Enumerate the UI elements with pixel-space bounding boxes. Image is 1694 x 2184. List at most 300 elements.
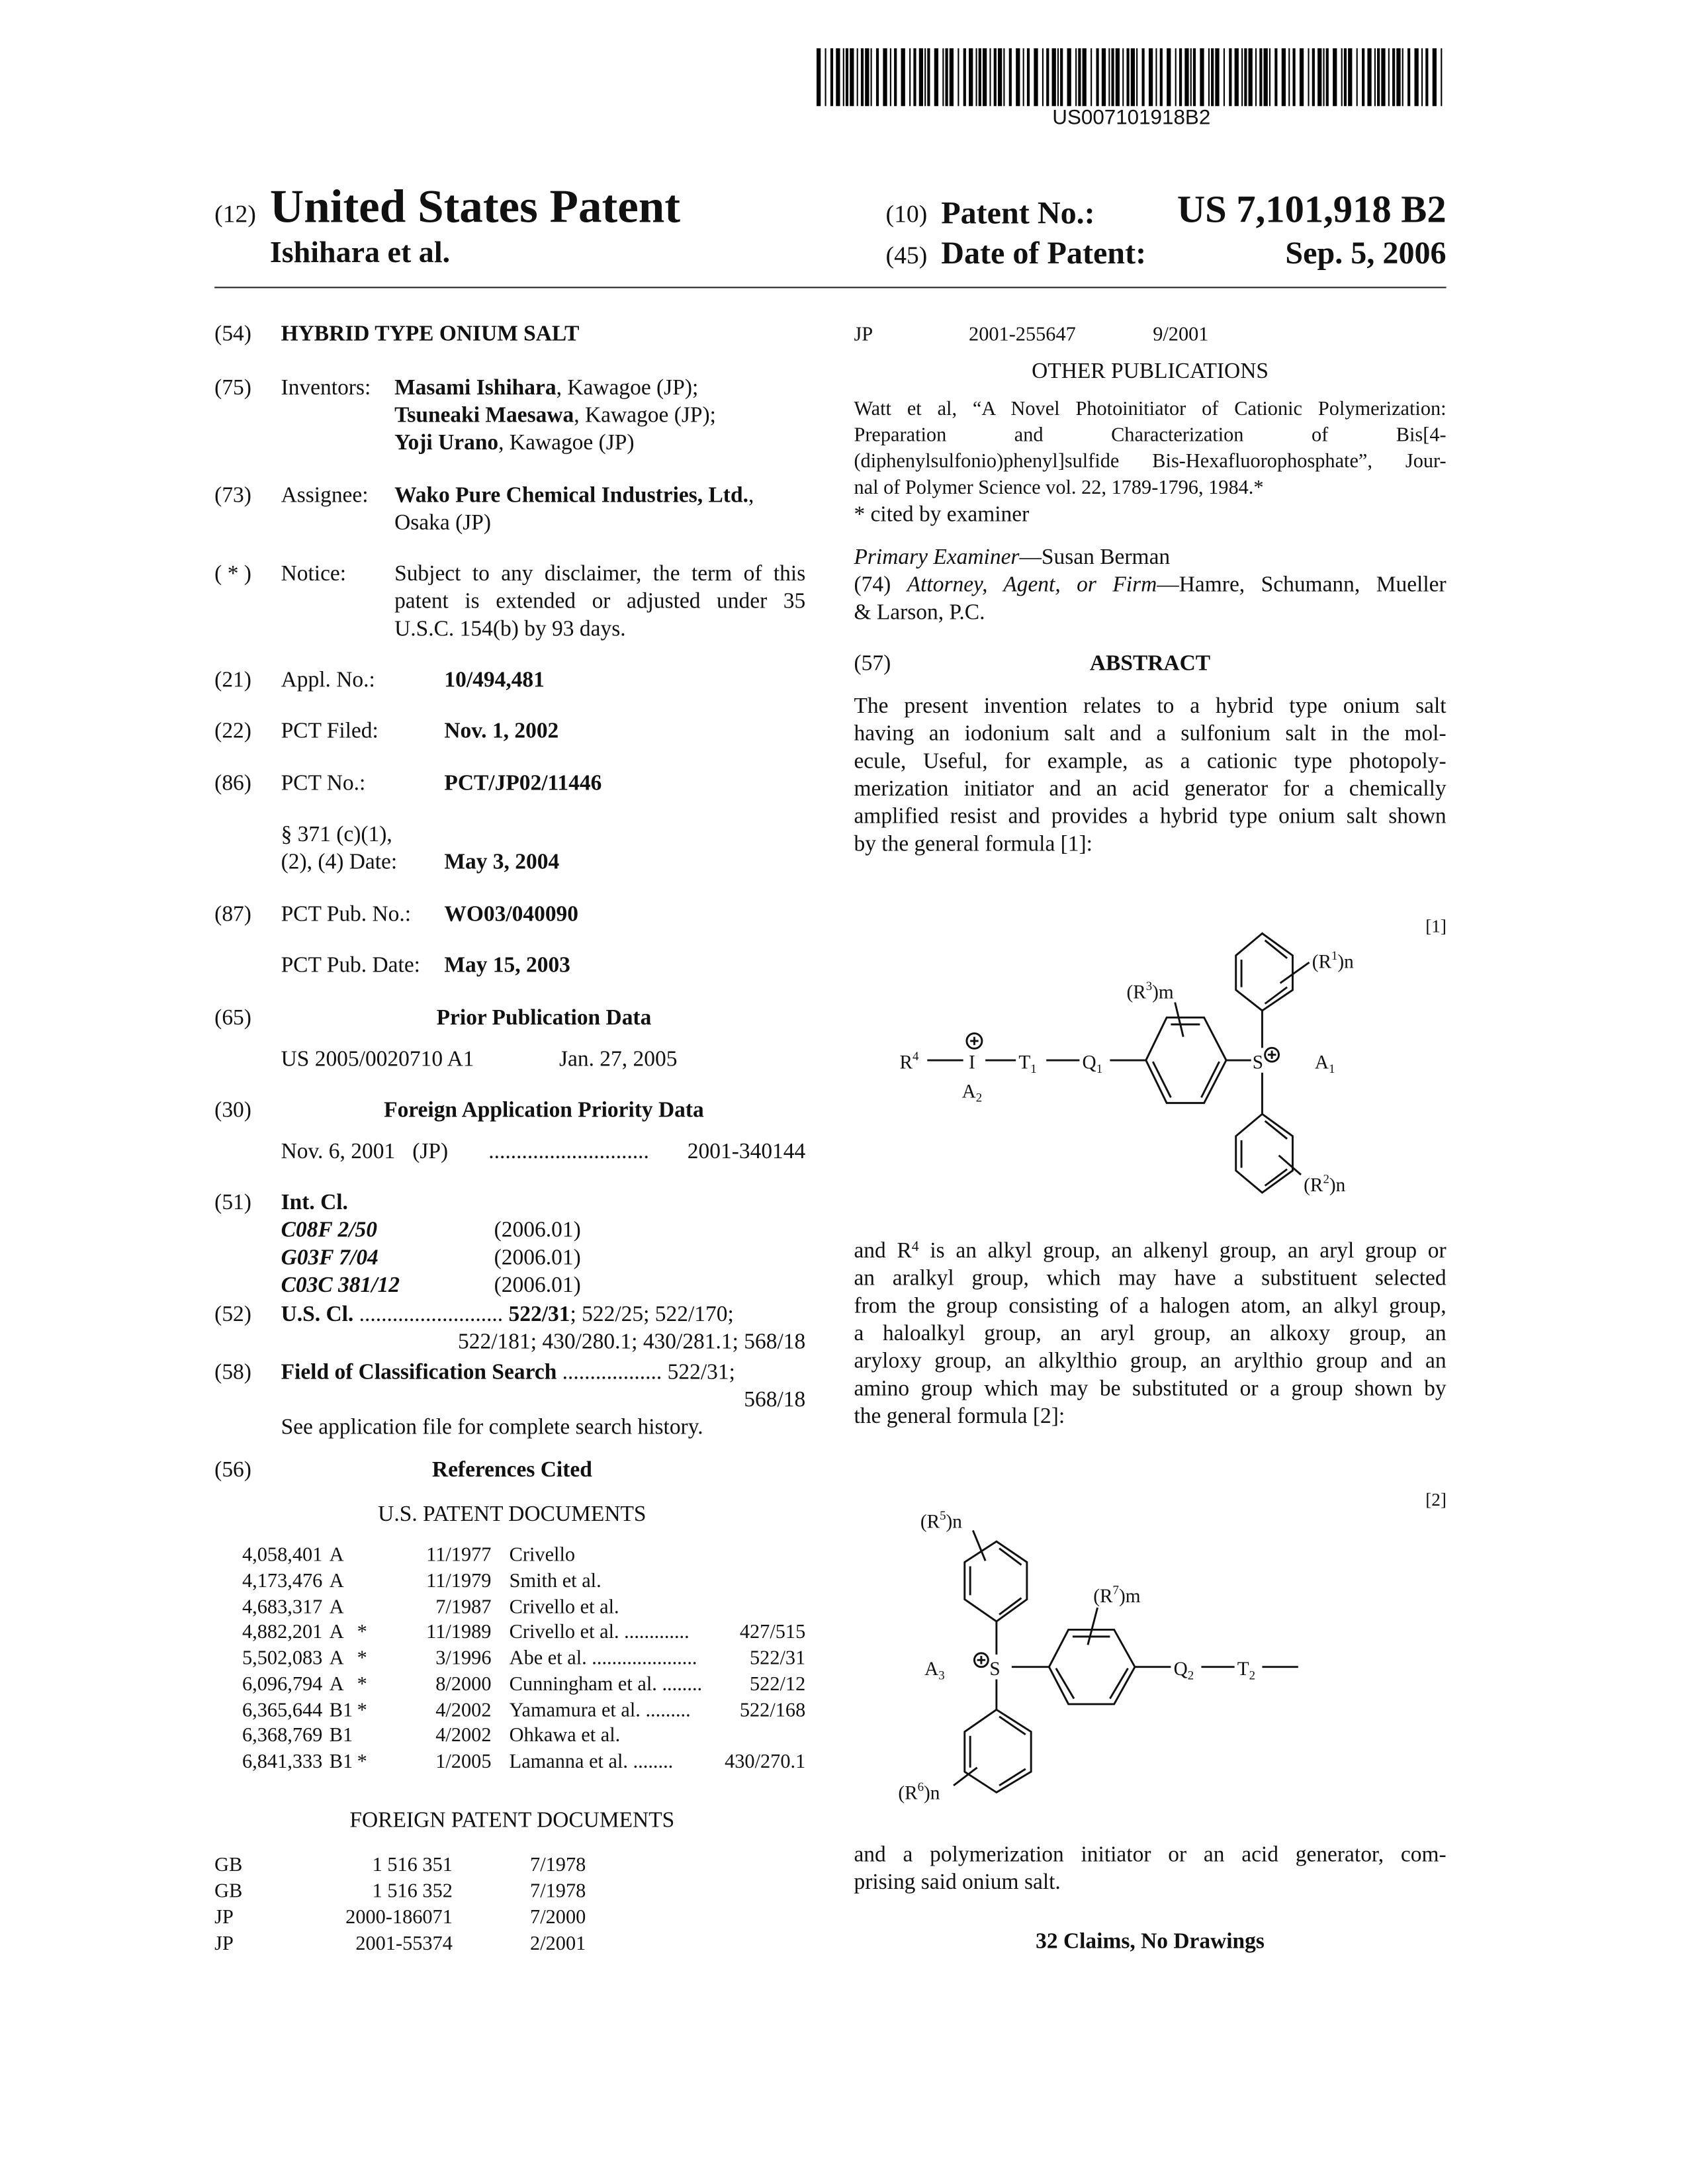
foreign-number: 1 516 351: [373, 1856, 453, 1876]
subscript: 3: [938, 1668, 944, 1682]
foreign-country: JP: [214, 1934, 234, 1954]
barcode-bar: [958, 48, 959, 106]
barcode-bar: [1003, 48, 1004, 106]
attorney-line: [854, 575, 1446, 597]
patent-number: 6,365,644: [242, 1701, 322, 1721]
label-a3: [924, 1659, 945, 1682]
barcode-bar: [963, 48, 966, 106]
patent-kind: A: [330, 1623, 344, 1643]
assignee-comma: ,: [748, 484, 754, 507]
code-30: (30): [214, 1100, 251, 1122]
prior-pub-number: US 2005/0020710 A1: [281, 1049, 474, 1071]
patent-kind: B1: [330, 1701, 353, 1721]
barcode-bar: [1344, 48, 1347, 106]
barcode-bar: [1441, 48, 1442, 106]
abstract-line: ecule, Useful, for example, as a cationic type photopoly-: [854, 751, 1446, 773]
inventor-1: [394, 378, 698, 400]
barcode-bar: [1190, 48, 1192, 106]
notice-line: Subject to any disclaimer, the term of this: [394, 564, 805, 586]
para2-line: from the group consisting of a halogen atom, an alkyl group,: [854, 1296, 1446, 1318]
barcode-bar: [1323, 48, 1324, 106]
barcode-bar: [1184, 48, 1188, 106]
barcode-bar: [1126, 48, 1129, 106]
barcode-bar: [1326, 48, 1329, 106]
int-class: G03F 7/04: [281, 1248, 379, 1269]
barcode-bar: [1241, 48, 1243, 106]
barcode-bar: [1193, 48, 1196, 106]
barcode-bar: [1211, 48, 1214, 106]
barcode-bar: [830, 48, 833, 106]
formula-2-tag: [2]: [1425, 1490, 1447, 1510]
claims-summary: 32 Claims, No Drawings: [854, 1932, 1446, 1954]
pct-pub-date: May 15, 2003: [444, 956, 570, 978]
inventor-place: , Kawagoe (JP);: [557, 377, 699, 400]
foreign-number: 1 516 352: [373, 1882, 453, 1902]
examiner-star: *: [357, 1623, 367, 1643]
foreign-date: 2/2001: [530, 1934, 586, 1954]
int-class-version: (2006.01): [494, 1220, 581, 1242]
assignee-label: Assignee:: [281, 485, 369, 507]
barcode-bar: [843, 48, 844, 106]
barcode-bar: [1300, 48, 1304, 106]
para2-line: an aralkyl group, which may have a substituent selected: [854, 1269, 1446, 1291]
barcode-bar: [1255, 48, 1257, 106]
s371-date: May 3, 2004: [444, 852, 559, 874]
barcode-bar: [1155, 48, 1157, 106]
barcode-bar: [846, 48, 848, 106]
barcode-bar: [1131, 48, 1135, 106]
patent-inventor: Smith et al.: [510, 1571, 602, 1591]
label-r6n: [898, 1780, 940, 1803]
barcode-bar: [1096, 48, 1098, 106]
patent-number: 4,173,476: [242, 1571, 322, 1591]
barcode-bar: [894, 48, 897, 106]
patent-date: 8/2000: [435, 1675, 491, 1695]
substituent-index: )n: [946, 1511, 963, 1532]
barcode-bar: [901, 48, 905, 106]
patent-inventor: Cunningham et al. ........: [510, 1675, 702, 1695]
abstract-heading: ABSTRACT: [854, 653, 1446, 675]
substituent-index: )n: [924, 1783, 940, 1804]
us-cl-main: 522/31: [509, 1303, 570, 1326]
substituent-r5: (R: [920, 1511, 940, 1532]
examiner-name: —Susan Berman: [1019, 546, 1170, 569]
subscript: 2: [976, 1091, 982, 1105]
label-r4: [899, 1050, 919, 1073]
authors: Ishihara et al.: [270, 237, 450, 267]
foreign-number: 2001-255647: [969, 326, 1076, 345]
patent-kind: B1: [330, 1752, 353, 1772]
foreign-country: JP: [854, 326, 873, 345]
barcode-bar: [1292, 48, 1295, 106]
pct-pub-no-label: PCT Pub. No.:: [281, 905, 412, 927]
patent-date: 11/1979: [426, 1571, 491, 1591]
barcode-bar: [1357, 48, 1358, 106]
abstract-line: amplified resist and provides a hybrid type onium salt shown: [854, 807, 1446, 829]
barcode-bar: [950, 48, 954, 106]
code-52: (52): [214, 1304, 251, 1326]
barcode-bar: [1052, 48, 1056, 106]
patent-date: 7/1987: [435, 1598, 491, 1617]
pct-filed-label: PCT Filed:: [281, 721, 379, 743]
patent-inventor: Crivello et al.: [510, 1598, 619, 1617]
atom-a: A: [1315, 1052, 1329, 1073]
leader-dots: .............................: [488, 1142, 649, 1163]
barcode-bar: [1388, 48, 1390, 106]
barcode-bar: [1341, 48, 1343, 106]
appl-number: 10/494,481: [444, 670, 545, 692]
barcode-bar: [1208, 48, 1210, 106]
barcode-bar: [1042, 48, 1044, 106]
text: and R: [854, 1240, 911, 1263]
barcode-bar: [1200, 48, 1204, 106]
atom-i: I: [969, 1052, 975, 1073]
examiner-star: *: [357, 1701, 367, 1721]
barcode-bar: [1111, 48, 1114, 106]
attorney-label: Attorney, Agent, or Firm: [907, 574, 1157, 597]
abstract-line: by the general formula [1]:: [854, 834, 1446, 856]
barcode-bar: [1381, 48, 1385, 106]
barcode-bar: [1367, 48, 1371, 106]
substituent-r6: (R: [898, 1783, 918, 1804]
atom-r: R: [899, 1052, 913, 1073]
patent-inventor: Lamanna et al. ........: [510, 1752, 674, 1772]
int-class-version: (2006.01): [494, 1275, 581, 1297]
barcode-bar: [861, 48, 864, 106]
barcode-bar: [1224, 48, 1225, 106]
label-r3m: [1126, 979, 1173, 1003]
barcode-bar: [998, 48, 1002, 106]
patent-inventor: Crivello: [510, 1545, 575, 1565]
superscript: 6: [918, 1780, 924, 1794]
patent-kind: A: [330, 1675, 344, 1695]
patent-number: 4,058,401: [242, 1545, 322, 1565]
superscript: 5: [940, 1509, 946, 1523]
inventor-name: Masami Ishihara: [394, 377, 557, 400]
barcode-bar: [945, 48, 948, 106]
patent-class: 522/168: [740, 1701, 805, 1721]
barcode-bar: [1067, 48, 1071, 106]
abstract-line: merization initiator and an acid generator for a chemically: [854, 779, 1446, 801]
pct-filed-date: Nov. 1, 2002: [444, 721, 558, 743]
barcode-bar: [919, 48, 923, 106]
substituent-r2: (R: [1304, 1175, 1323, 1196]
invention-title: HYBRID TYPE ONIUM SALT: [281, 324, 580, 346]
publication-line: nal of Polymer Science vol. 22, 1789-1796, 1984.*: [854, 478, 1446, 498]
int-class: C03C 381/12: [281, 1275, 400, 1297]
subscript: 1: [1030, 1062, 1036, 1076]
patent-date: 3/1996: [435, 1649, 491, 1669]
barcode-bar: [1259, 48, 1262, 106]
para2-line: [854, 1241, 1446, 1263]
substituent-index: )m: [1152, 981, 1174, 1003]
code-87: (87): [214, 905, 251, 927]
barcode-bar: [1108, 48, 1110, 106]
barcode-bar: [1160, 48, 1163, 106]
code-86: (86): [214, 774, 251, 796]
barcode-bar: [1141, 48, 1144, 106]
patent-no-label: Patent No.:: [941, 197, 1094, 229]
code-75: (75): [214, 378, 251, 400]
foreign-date: 7/1978: [530, 1882, 586, 1902]
subscript: 1: [1096, 1062, 1102, 1076]
code-58: (58): [214, 1362, 251, 1384]
us-cl-other: ; 522/25; 522/170;: [570, 1303, 734, 1326]
notice-line: patent is extended or adjusted under 35: [394, 592, 805, 614]
para2-line: aryloxy group, an alkylthio group, an arylthio group and an: [854, 1351, 1446, 1373]
barcode-bar: [1078, 48, 1081, 106]
para2-line: the general formula [2]:: [854, 1406, 1446, 1428]
barcode-bar: [969, 48, 973, 106]
code-45: (45): [886, 243, 928, 267]
prior-pub-date: Jan. 27, 2005: [559, 1049, 677, 1071]
patent-kind: A: [330, 1598, 344, 1617]
code-10: (10): [886, 201, 928, 226]
pct-pub-date-label: PCT Pub. Date:: [281, 956, 420, 978]
barcode-bar: [934, 48, 938, 106]
leader-dots: ..........................: [359, 1303, 504, 1326]
atom-q: Q: [1083, 1052, 1096, 1073]
priority-number: 2001-340144: [688, 1142, 805, 1163]
barcode-bar: [979, 48, 981, 106]
inventor-place: , Kawagoe (JP): [498, 432, 634, 455]
barcode-bar: [994, 48, 997, 106]
barcode: [817, 48, 1447, 106]
field-search-label: Field of Classification Search: [281, 1361, 557, 1384]
barcode-bar: [865, 48, 869, 106]
patent-number: 4,683,317: [242, 1598, 322, 1617]
barcode-bar: [1377, 48, 1380, 106]
pct-no-label: PCT No.:: [281, 774, 366, 796]
code-57: (57): [854, 653, 891, 675]
barcode-bar: [817, 48, 821, 106]
barcode-bar: [1016, 48, 1020, 106]
notice-line: U.S.C. 154(b) by 93 days.: [394, 619, 805, 641]
barcode-bar: [876, 48, 879, 106]
date-label: Date of Patent:: [941, 237, 1146, 269]
field-search-value: 568/18: [744, 1390, 805, 1412]
notice-label: Notice:: [281, 564, 346, 586]
foreign-priority-heading: Foreign Application Priority Data: [281, 1100, 807, 1122]
label-t1: [1018, 1052, 1036, 1076]
foreign-country: JP: [214, 1908, 234, 1928]
barcode-bar: [1034, 48, 1038, 106]
superscript: 4: [912, 1240, 919, 1255]
us-cl-line: [281, 1304, 734, 1326]
barcode-bar: [1264, 48, 1268, 106]
substituent-r1: (R: [1312, 952, 1332, 973]
prior-pub-heading: Prior Publication Data: [281, 1008, 807, 1030]
barcode-bar: [1229, 48, 1231, 106]
code-54: (54): [214, 324, 251, 346]
atom-t: T: [1018, 1052, 1030, 1073]
para2-line: amino group which may be substituted or a group shown by: [854, 1379, 1446, 1400]
patent-number: US 7,101,918 B2: [1177, 192, 1447, 230]
inventor-place: , Kawagoe (JP);: [574, 404, 716, 427]
label-r7m: [1093, 1583, 1140, 1606]
text: is an alkyl group, an alkenyl group, an aryl group or: [919, 1240, 1447, 1263]
substituent-index: )m: [1119, 1586, 1141, 1607]
abstract-line: The present invention relates to a hybrid type onium salt: [854, 696, 1446, 718]
label-q2: [1174, 1659, 1194, 1682]
priority-date: Nov. 6, 2001: [281, 1142, 396, 1163]
inventors-label: Inventors:: [281, 378, 371, 400]
superscript: 3: [1146, 979, 1152, 993]
barcode-bar: [1312, 48, 1315, 106]
para3-line: prising said onium salt.: [854, 1872, 1446, 1894]
subscript: 2: [1188, 1668, 1194, 1682]
barcode-bar: [1407, 48, 1410, 106]
label-r1n: [1312, 949, 1354, 972]
barcode-bar: [942, 48, 944, 106]
barcode-bar: [1102, 48, 1106, 106]
int-class: C08F 2/50: [281, 1220, 377, 1242]
atom-a: A: [962, 1081, 976, 1102]
substituent-r3: (R: [1126, 981, 1146, 1003]
barcode-bar: [1009, 48, 1012, 106]
patent-class: 430/270.1: [725, 1752, 805, 1772]
s371-date-label: (2), (4) Date:: [281, 852, 398, 874]
barcode-bar: [913, 48, 916, 106]
code-51: (51): [214, 1193, 251, 1214]
barcode-bar: [1288, 48, 1290, 106]
barcode-bar: [836, 48, 840, 106]
appl-label: Appl. No.:: [281, 670, 375, 692]
patent-number: 5,502,083: [242, 1649, 322, 1669]
barcode-bar: [1215, 48, 1219, 106]
references-heading: References Cited: [222, 1460, 803, 1482]
foreign-number: 2001-55374: [355, 1934, 453, 1954]
barcode-bar: [1136, 48, 1137, 106]
label-t2: [1237, 1659, 1255, 1682]
inventor-name: Tsuneaki Maesawa: [394, 404, 574, 427]
foreign-date: 9/2001: [1153, 326, 1208, 345]
formula-1-structure: [830, 896, 1467, 1227]
patent-date: 1/2005: [435, 1752, 491, 1772]
barcode-bar: [857, 48, 858, 106]
patent-inventor: Crivello et al. .............: [510, 1623, 690, 1643]
barcode-bar: [1175, 48, 1177, 106]
code-65: (65): [214, 1008, 251, 1030]
subscript: 2: [1249, 1668, 1255, 1682]
code-74: (74): [854, 574, 891, 597]
superscript: 1: [1331, 949, 1337, 963]
barcode-bar: [1244, 48, 1247, 106]
atom-s: S: [1253, 1052, 1263, 1073]
publication-line: Preparation and Characterization of Bis[4-: [854, 426, 1446, 446]
barcode-bar: [1274, 48, 1277, 106]
primary-examiner: [854, 547, 1170, 569]
barcode-bar: [1269, 48, 1270, 106]
atom-s: S: [989, 1659, 1000, 1680]
examiner-star: *: [357, 1649, 367, 1669]
para3-line: and a polymerization initiator or an acid generator, com-: [854, 1844, 1446, 1866]
foreign-country: GB: [214, 1882, 242, 1902]
us-cl-label: U.S. Cl.: [281, 1303, 354, 1326]
barcode-bar: [1023, 48, 1024, 106]
barcode-bar: [1392, 48, 1395, 106]
superscript: 7: [1113, 1583, 1119, 1597]
patent-kind: A: [330, 1649, 344, 1669]
barcode-bar: [1235, 48, 1239, 106]
us-patent-docs-heading: U.S. PATENT DOCUMENTS: [222, 1504, 803, 1526]
patent-date: 4/2002: [435, 1727, 491, 1747]
barcode-bar: [1415, 48, 1419, 106]
s371-label: § 371 (c)(1),: [281, 825, 392, 846]
patent-date: 11/1989: [426, 1623, 491, 1643]
foreign-date: 7/1978: [530, 1856, 586, 1876]
int-cl-label: Int. Cl.: [281, 1193, 348, 1214]
barcode-bar: [924, 48, 926, 106]
patent-inventor: Yamamura et al. .........: [510, 1701, 691, 1721]
patent-number: 6,841,333: [242, 1752, 322, 1772]
barcode-bar: [976, 48, 977, 106]
barcode-bar: [1057, 48, 1059, 106]
barcode-bar: [1317, 48, 1321, 106]
cited-by-examiner: * cited by examiner: [854, 504, 1029, 526]
pct-pub-number: WO03/040090: [444, 905, 578, 927]
barcode-bar: [1046, 48, 1049, 106]
barcode-bar: [1282, 48, 1286, 106]
barcode-bar: [1402, 48, 1404, 106]
atom-a: A: [924, 1659, 938, 1680]
label-q1: [1083, 1052, 1103, 1076]
barcode-bar: [983, 48, 987, 106]
formula-2-structure: [886, 1482, 1467, 1813]
barcode-bar: [1348, 48, 1352, 106]
label-a1: [1315, 1052, 1335, 1076]
substituent-index: )n: [1337, 952, 1354, 973]
barcode-bar: [1362, 48, 1364, 106]
barcode-bar: [1116, 48, 1120, 106]
pct-number: PCT/JP02/11446: [444, 774, 602, 796]
barcode-bar: [1308, 48, 1309, 106]
patent-number: 6,368,769: [242, 1727, 322, 1747]
patent-date: 11/1977: [426, 1545, 491, 1565]
other-publications-heading: OTHER PUBLICATIONS: [854, 361, 1446, 383]
inventor-name: Yoji Urano: [394, 432, 498, 455]
atom-q: Q: [1174, 1659, 1188, 1680]
foreign-number: 2000-186071: [345, 1908, 453, 1928]
barcode-bar: [1122, 48, 1124, 106]
barcode-bar: [927, 48, 930, 106]
examiner-star: *: [357, 1675, 367, 1695]
code-56: (56): [214, 1460, 251, 1482]
superscript: 4: [913, 1050, 919, 1064]
patent-date: 4/2002: [435, 1701, 491, 1721]
header-rule: [214, 287, 1446, 288]
examiner-star: *: [357, 1752, 367, 1772]
publication-line: Watt et al, “A Novel Photoinitiator of Cationic Polymerization:: [854, 400, 1446, 420]
priority-country: (JP): [412, 1142, 448, 1163]
barcode-bar: [825, 48, 826, 106]
inventor-3: [394, 433, 634, 455]
label-a2: [962, 1081, 983, 1105]
barcode-bar: [1179, 48, 1182, 106]
code-73: (73): [214, 485, 251, 507]
int-class-version: (2006.01): [494, 1248, 581, 1269]
barcode-bar: [1075, 48, 1077, 106]
barcode-bar: [883, 48, 887, 106]
patent-date: Sep. 5, 2006: [1285, 237, 1446, 269]
barcode-bar: [1374, 48, 1376, 106]
superscript: 2: [1323, 1173, 1329, 1187]
para2-line: a haloalkyl group, an aryl group, an alkoxy group, an: [854, 1324, 1446, 1345]
barcode-number: US007101918B2: [817, 107, 1447, 128]
field-search-line: [281, 1362, 735, 1384]
foreign-patent-docs-heading: FOREIGN PATENT DOCUMENTS: [222, 1810, 803, 1832]
patent-number: 6,096,794: [242, 1675, 322, 1695]
